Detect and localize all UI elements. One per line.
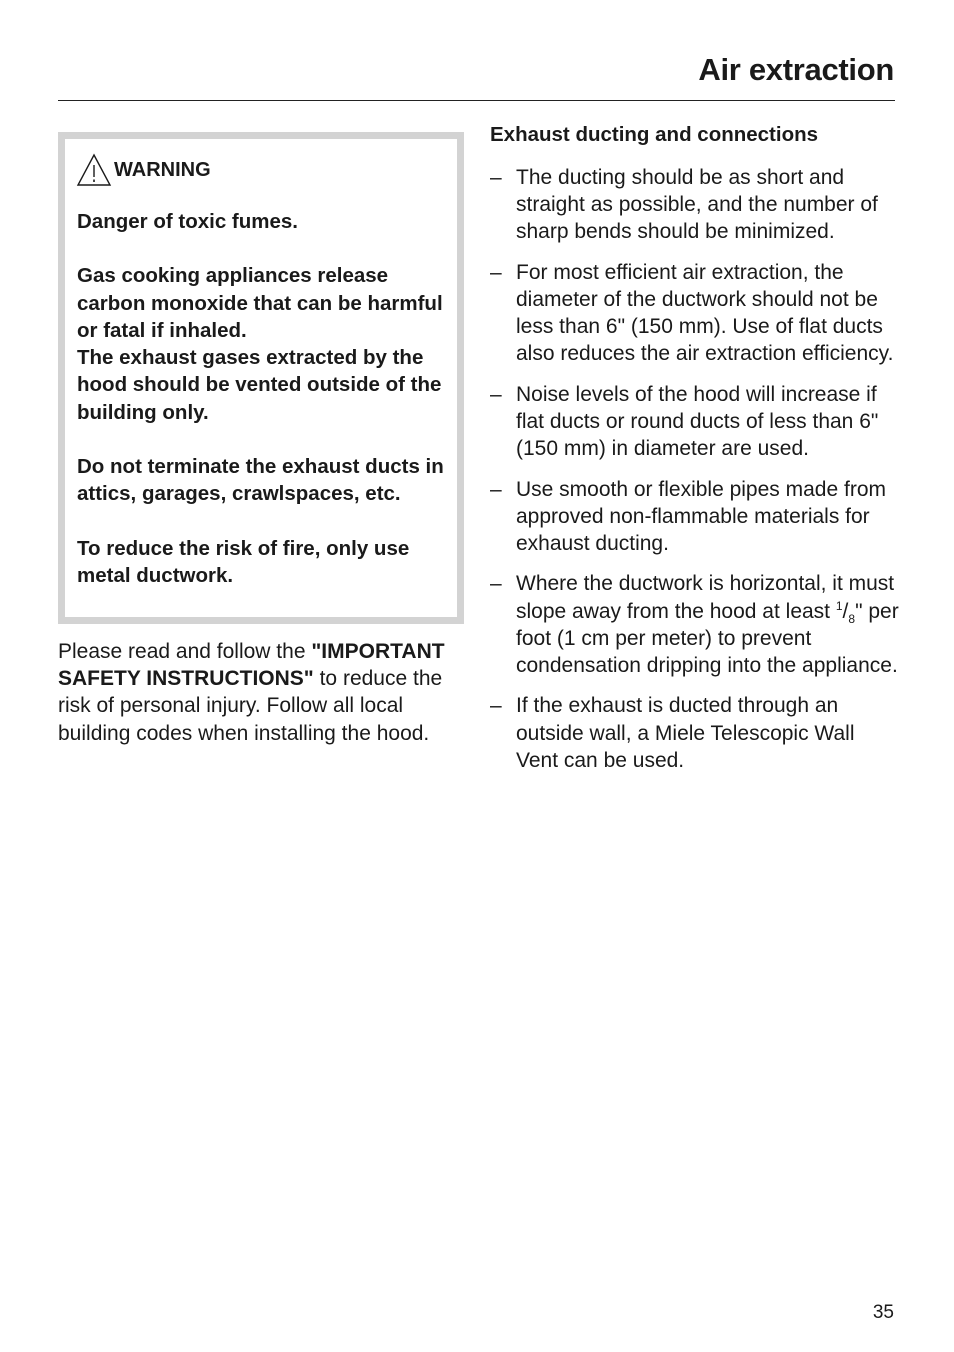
page-number: 35 <box>872 1302 894 1323</box>
page-title: Air extraction <box>698 52 894 87</box>
bullet-dash: – <box>490 694 502 718</box>
list-item <box>490 259 900 368</box>
bullet-dash: – <box>490 382 502 406</box>
slope-text-after: " per foot (1 cm per meter) to prevent condensation dripping into the appliance. <box>516 599 899 677</box>
list-item-text <box>516 572 899 677</box>
slope-text-before: Where the ductwork is horizontal, it must slope away from the hood at least <box>516 572 895 623</box>
warning-duct-termination: Do not terminate the exhaust ducts in attics, garages, crawlspaces, etc. <box>77 455 444 506</box>
fraction-numerator: 1 <box>835 598 843 613</box>
warning-label: WARNING <box>114 158 211 181</box>
intro-lead: Please read and follow the <box>58 640 312 663</box>
ducting-list <box>490 164 900 787</box>
intro-safety-instructions: "IMPORTANT SAFETY INSTRUCTIONS" <box>58 640 445 691</box>
list-item-text: Use smooth or flexible pipes made from approved non-flammable materials for exhaust ducting. <box>516 477 886 555</box>
list-item <box>490 570 900 679</box>
fraction-denominator: 8 <box>848 611 856 626</box>
title-divider <box>58 100 895 101</box>
bullet-dash: – <box>490 477 502 501</box>
warning-triangle-icon <box>76 153 112 187</box>
warning-carbon-monoxide: Gas cooking appliances release carbon monoxide that can be harmful or fatal if inhaled. The exhaust gases extracted by the hood should be vented outside of the building only. <box>77 264 443 424</box>
warning-box <box>58 132 464 624</box>
list-item-text: Noise levels of the hood will increase if flat ducts or round ducts of less than 6" (150 mm) in diameter are used. <box>516 382 879 461</box>
list-item <box>490 381 900 463</box>
warning-heading <box>77 154 445 186</box>
bullet-dash: – <box>490 572 502 596</box>
bullet-dash: – <box>490 260 502 284</box>
safety-intro <box>58 638 464 747</box>
warning-box-inner <box>65 139 457 617</box>
bullet-dash: – <box>490 166 502 189</box>
list-item-text: If the exhaust is ducted through an outside wall, a Miele Telescopic Wall Vent can be used. <box>516 694 855 772</box>
intro-rest: to reduce the risk of personal injury. Follow all local building codes when installing the hood. <box>58 667 443 745</box>
ducting-heading: Exhaust ducting and connections <box>490 123 819 146</box>
list-item-text: For most efficient air extraction, the diameter of the ductwork should not be less than 6" (150 mm). Use of flat ducts also reduces the air extraction efficiency. <box>516 260 894 366</box>
warning-metal-ductwork: To reduce the risk of fire, only use metal ductwork. <box>77 536 410 587</box>
fraction-slash: / <box>842 599 849 623</box>
list-item <box>490 476 900 558</box>
list-item <box>490 164 900 246</box>
warning-toxic-fumes: Danger of toxic fumes. <box>77 210 298 233</box>
list-item <box>490 692 900 774</box>
list-item-text: The ducting should be as short and straight as possible, and the number of sharp bends should be minimized. <box>516 166 878 244</box>
